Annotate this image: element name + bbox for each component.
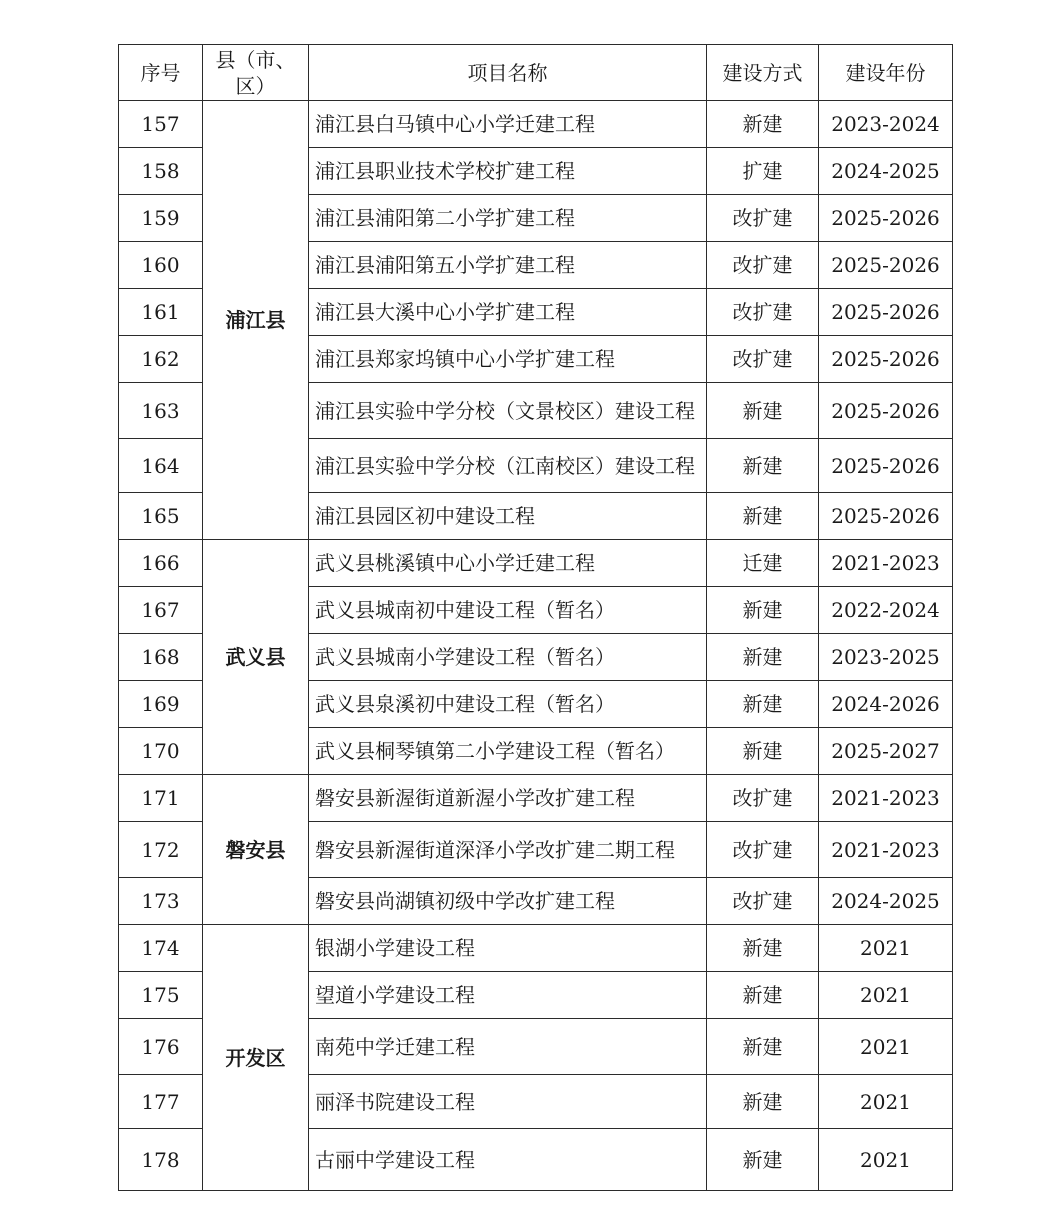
build-method: 新建 [707,587,819,634]
header-county: 县（市、区） [203,45,309,101]
project-name: 银湖小学建设工程 [309,925,707,972]
row-number: 167 [119,587,203,634]
header-years: 建设年份 [819,45,953,101]
county-cell: 浦江县 [203,101,309,540]
row-number: 174 [119,925,203,972]
row-number: 175 [119,972,203,1019]
row-number: 164 [119,439,203,493]
build-years: 2024-2025 [819,148,953,195]
build-method: 新建 [707,728,819,775]
project-name: 浦江县职业技术学校扩建工程 [309,148,707,195]
row-number: 169 [119,681,203,728]
county-cell: 磐安县 [203,775,309,925]
build-method: 新建 [707,1075,819,1129]
row-number: 173 [119,878,203,925]
project-name: 浦江县实验中学分校（文景校区）建设工程 [309,383,707,439]
row-number: 176 [119,1019,203,1075]
build-years: 2024-2025 [819,878,953,925]
row-number: 171 [119,775,203,822]
row-number: 162 [119,336,203,383]
row-number: 177 [119,1075,203,1129]
build-method: 新建 [707,681,819,728]
build-years: 2025-2026 [819,195,953,242]
table-row [119,540,953,587]
build-method: 改扩建 [707,289,819,336]
build-years: 2022-2024 [819,587,953,634]
build-method: 改扩建 [707,195,819,242]
row-number: 157 [119,101,203,148]
build-years: 2025-2026 [819,242,953,289]
build-years: 2021 [819,1075,953,1129]
county-cell: 开发区 [203,925,309,1191]
project-name: 浦江县园区初中建设工程 [309,493,707,540]
build-method: 新建 [707,493,819,540]
project-name: 磐安县新渥街道深泽小学改扩建二期工程 [309,822,707,878]
table-row [119,775,953,822]
project-name: 武义县城南初中建设工程（暂名） [309,587,707,634]
project-name: 武义县桃溪镇中心小学迁建工程 [309,540,707,587]
build-years: 2021-2023 [819,775,953,822]
build-years: 2021-2023 [819,540,953,587]
build-years: 2025-2026 [819,289,953,336]
build-method: 改扩建 [707,822,819,878]
project-name: 浦江县白马镇中心小学迁建工程 [309,101,707,148]
project-table [118,44,953,1191]
row-number: 165 [119,493,203,540]
header-method: 建设方式 [707,45,819,101]
table-row [119,101,953,148]
project-name: 浦江县大溪中心小学扩建工程 [309,289,707,336]
build-method: 新建 [707,439,819,493]
project-name: 望道小学建设工程 [309,972,707,1019]
build-method: 迁建 [707,540,819,587]
header-no: 序号 [119,45,203,101]
build-years: 2025-2026 [819,439,953,493]
build-years: 2023-2024 [819,101,953,148]
build-years: 2025-2026 [819,383,953,439]
project-name: 武义县桐琴镇第二小学建设工程（暂名） [309,728,707,775]
build-years: 2021 [819,1019,953,1075]
table-row [119,925,953,972]
build-method: 新建 [707,634,819,681]
row-number: 161 [119,289,203,336]
row-number: 159 [119,195,203,242]
project-name: 磐安县新渥街道新渥小学改扩建工程 [309,775,707,822]
build-years: 2021 [819,972,953,1019]
table-header-row [119,45,953,101]
project-name: 浦江县浦阳第五小学扩建工程 [309,242,707,289]
build-method: 新建 [707,925,819,972]
build-years: 2025-2027 [819,728,953,775]
build-years: 2021 [819,1129,953,1191]
build-method: 改扩建 [707,242,819,289]
project-name: 古丽中学建设工程 [309,1129,707,1191]
header-project-name: 项目名称 [309,45,707,101]
project-name: 磐安县尚湖镇初级中学改扩建工程 [309,878,707,925]
project-name: 浦江县浦阳第二小学扩建工程 [309,195,707,242]
build-years: 2021-2023 [819,822,953,878]
project-name: 武义县城南小学建设工程（暂名） [309,634,707,681]
project-name: 武义县泉溪初中建设工程（暂名） [309,681,707,728]
build-years: 2025-2026 [819,493,953,540]
build-method: 新建 [707,972,819,1019]
project-name: 南苑中学迁建工程 [309,1019,707,1075]
build-method: 扩建 [707,148,819,195]
build-method: 改扩建 [707,336,819,383]
row-number: 170 [119,728,203,775]
build-years: 2025-2026 [819,336,953,383]
row-number: 168 [119,634,203,681]
project-name: 丽泽书院建设工程 [309,1075,707,1129]
row-number: 160 [119,242,203,289]
build-method: 改扩建 [707,878,819,925]
build-method: 新建 [707,1129,819,1191]
table-body [119,101,953,1191]
row-number: 163 [119,383,203,439]
build-years: 2021 [819,925,953,972]
build-method: 新建 [707,1019,819,1075]
row-number: 178 [119,1129,203,1191]
build-method: 新建 [707,101,819,148]
county-cell: 武义县 [203,540,309,775]
build-years: 2023-2025 [819,634,953,681]
build-years: 2024-2026 [819,681,953,728]
row-number: 166 [119,540,203,587]
project-name: 浦江县郑家坞镇中心小学扩建工程 [309,336,707,383]
build-method: 改扩建 [707,775,819,822]
row-number: 158 [119,148,203,195]
project-name: 浦江县实验中学分校（江南校区）建设工程 [309,439,707,493]
row-number: 172 [119,822,203,878]
build-method: 新建 [707,383,819,439]
